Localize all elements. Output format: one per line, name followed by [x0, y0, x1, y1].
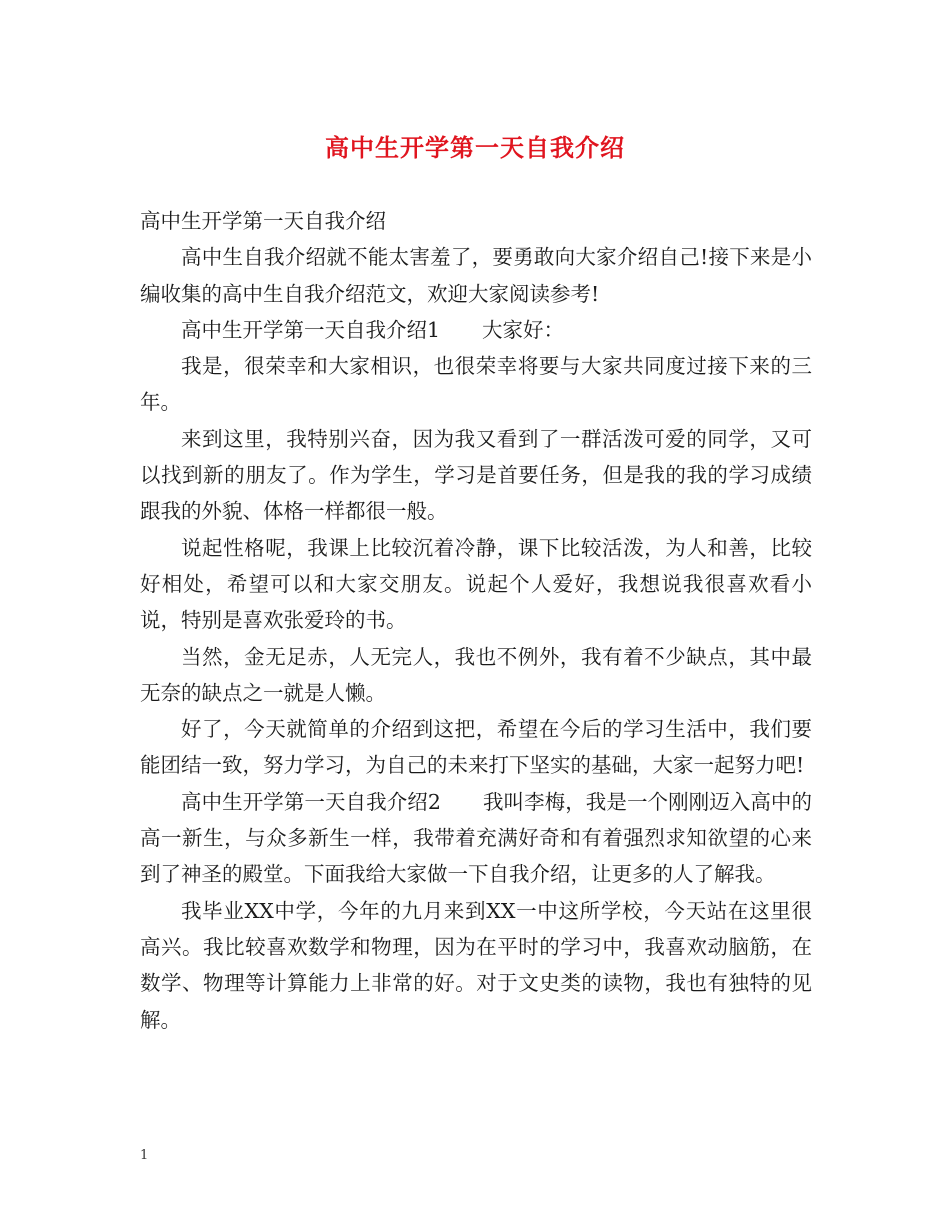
paragraph-8 [140, 784, 812, 893]
section-heading-1: 高中生开学第一天自我介绍1 [181, 317, 441, 342]
paragraph-0: 高中生开学第一天自我介绍 [140, 209, 386, 233]
document-body [140, 203, 812, 1038]
paragraph-4: 来到这里，我特别兴奋，因为我又看到了一群活泼可爱的同学，又可以找到新的朋友了。作为学生，学习是首要任务，但是我的我的学习成绩跟我的外貌、体格一样都很一般。 [140, 426, 812, 524]
paragraph-9: 我毕业XX中学，今年的九月来到XX一中这所学校，今天站在这里很高兴。我比较喜欢数学和物理，因为在平时的学习中，我喜欢动脑筋，在数学、物理等计算能力上非常的好。对于文史类的读物，我也有独特的见解。 [140, 898, 812, 1032]
paragraph-6: 当然，金无足赤，人无完人，我也不例外，我有着不少缺点，其中最无奈的缺点之一就是人懒。 [140, 644, 812, 705]
paragraph-2 [140, 312, 812, 348]
paragraph-3: 我是，很荣幸和大家相识，也很荣幸将要与大家共同度过接下来的三年。 [140, 354, 812, 415]
paragraph-7: 好了，今天就简单的介绍到这把，希望在今后的学习生活中，我们要能团结一致，努力学习，为自己的未来打下坚实的基础，大家一起努力吧! [140, 717, 812, 778]
document-title: 高中生开学第一天自我介绍 [325, 134, 625, 162]
page-number: 1 [140, 1148, 149, 1163]
paragraph-5: 说起性格呢，我课上比较沉着冷静，课下比较活泼，为人和善，比较好相处，希望可以和大家交朋友。说起个人爱好，我想说我很喜欢看小说，特别是喜欢张爱玲的书。 [140, 535, 812, 633]
paragraph-1: 高中生自我介绍就不能太害羞了，要勇敢向大家介绍自己!接下来是小编收集的高中生自我介绍范文，欢迎大家阅读参考! [140, 245, 812, 306]
paragraph-2-text: 大家好： [482, 317, 565, 342]
paragraph-8-text: 我叫李梅，我是一个刚刚迈入高中的高一新生，与众多新生一样，我带着充满好奇和有着强烈求知欲望的心来到了神圣的殿堂。下面我给大家做一下自我介绍，让更多的人了解我。 [140, 789, 813, 887]
section-heading-2: 高中生开学第一天自我介绍2 [181, 789, 441, 814]
